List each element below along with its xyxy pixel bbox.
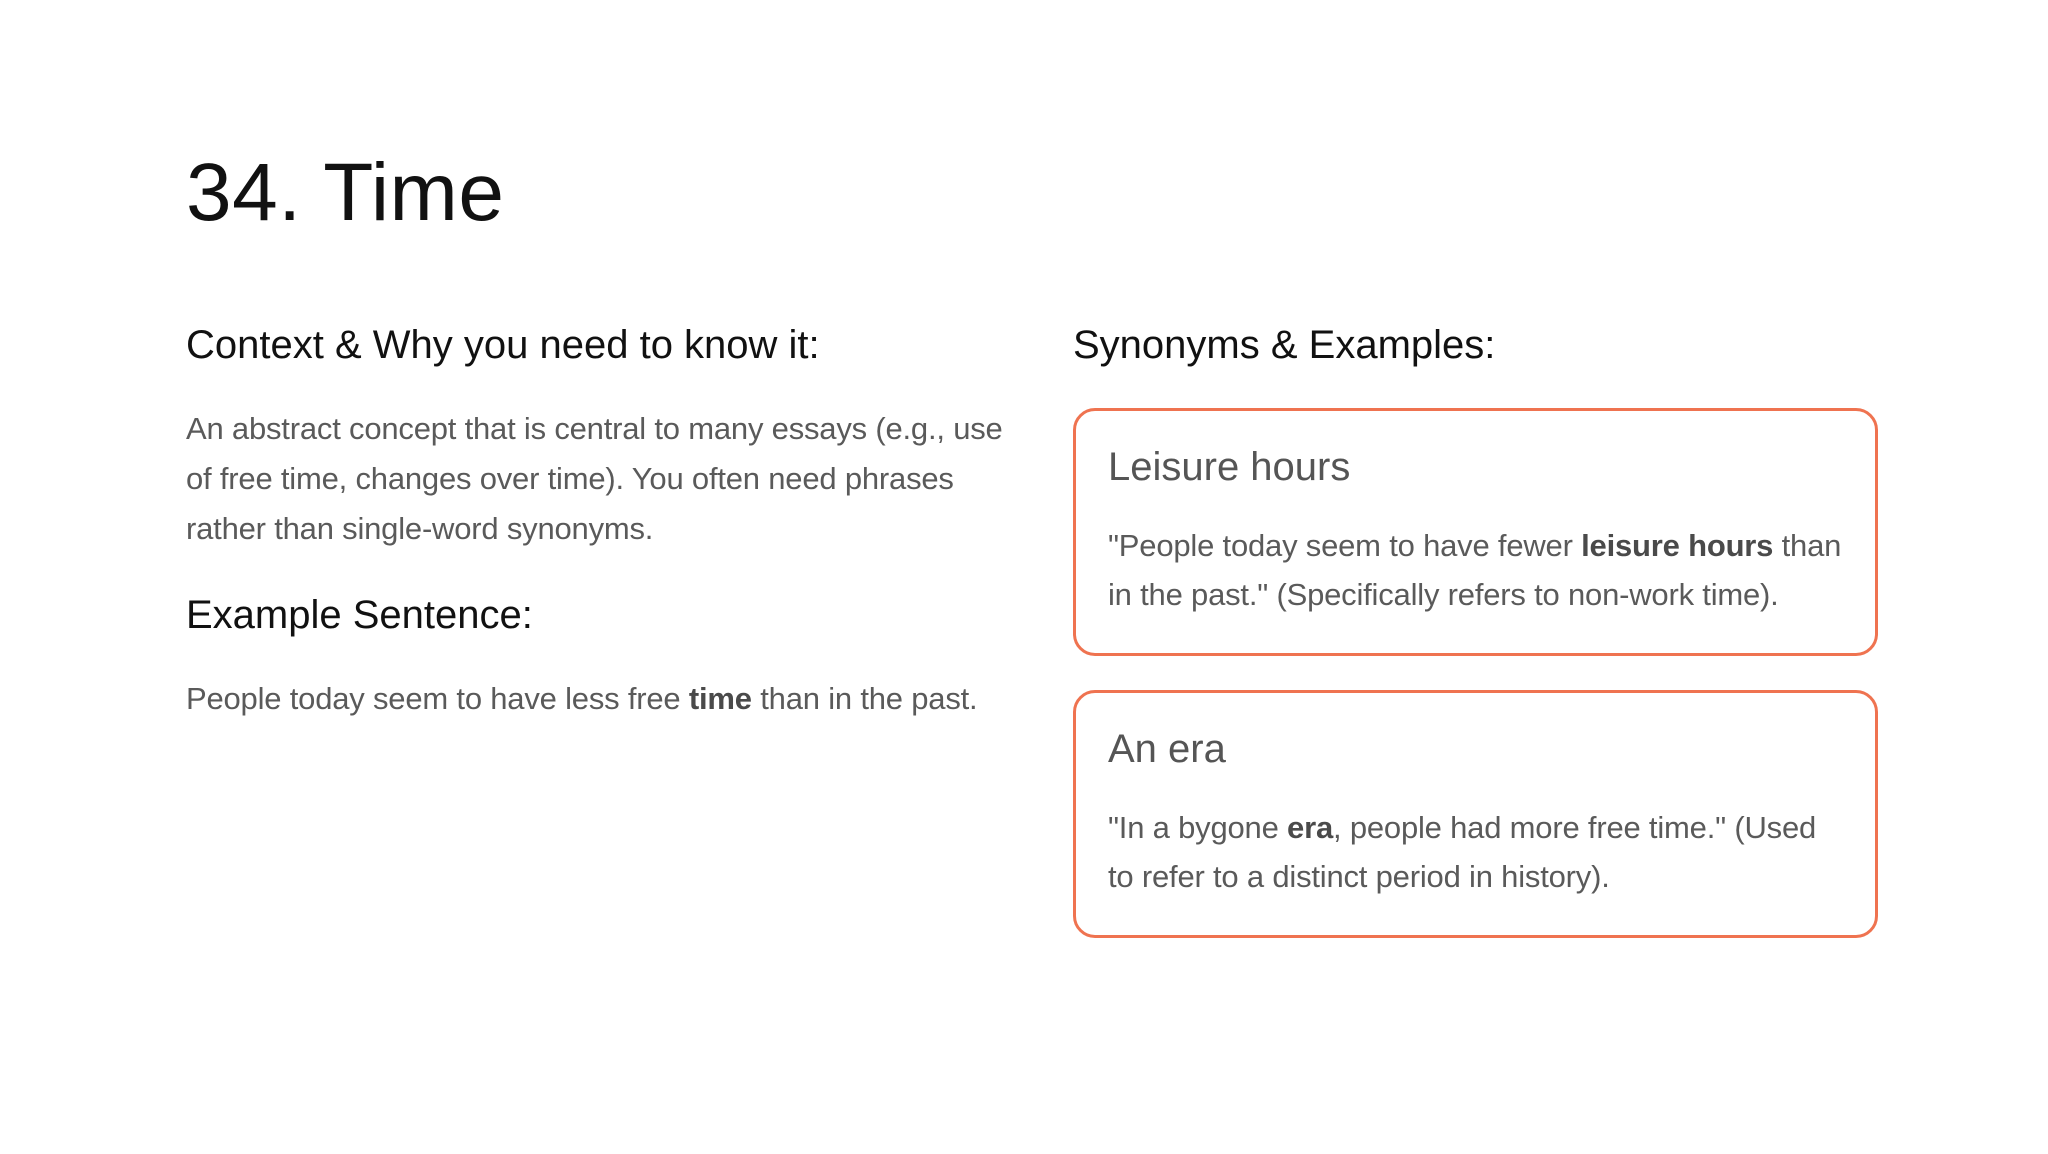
synonym-example-after: than in the past." (Specifically refers to non-work time). [1108,528,1842,612]
example-sentence-keyword: time [688,681,752,716]
example-sentence [186,674,1006,724]
example-sentence-after: than in the past. [751,681,978,716]
example-heading: Example Sentence: [186,593,533,637]
synonyms-heading: Synonyms & Examples: [1073,323,1496,367]
context-text: An abstract concept that is central to many essays (e.g., use of free time, changes over time). You often need phrases rather than single-word synonyms. [186,411,1003,546]
page-title: 34. Time [186,147,505,238]
synonym-card-example [1108,521,1843,619]
context-column [186,320,1006,724]
context-heading: Context & Why you need to know it: [186,323,820,367]
synonym-card-example [1108,803,1843,901]
synonym-example-after: , people had more free time." (Used to refer to a distinct period in history). [1108,810,1817,894]
synonym-card-title: Leisure hours [1108,445,1351,489]
synonym-card-an-era [1073,690,1878,938]
synonym-example-before: "In a bygone [1108,810,1288,845]
synonyms-column [1073,320,1878,938]
synonym-example-keyword: era [1287,810,1333,845]
example-sentence-before: People today seem to have less free [186,681,689,716]
synonym-card-title: An era [1108,727,1226,771]
synonym-card-leisure-hours [1073,408,1878,656]
synonym-example-keyword: leisure hours [1581,528,1774,563]
synonym-cards [1073,408,1878,938]
synonym-example-before: "People today seem to have fewer [1108,528,1582,563]
